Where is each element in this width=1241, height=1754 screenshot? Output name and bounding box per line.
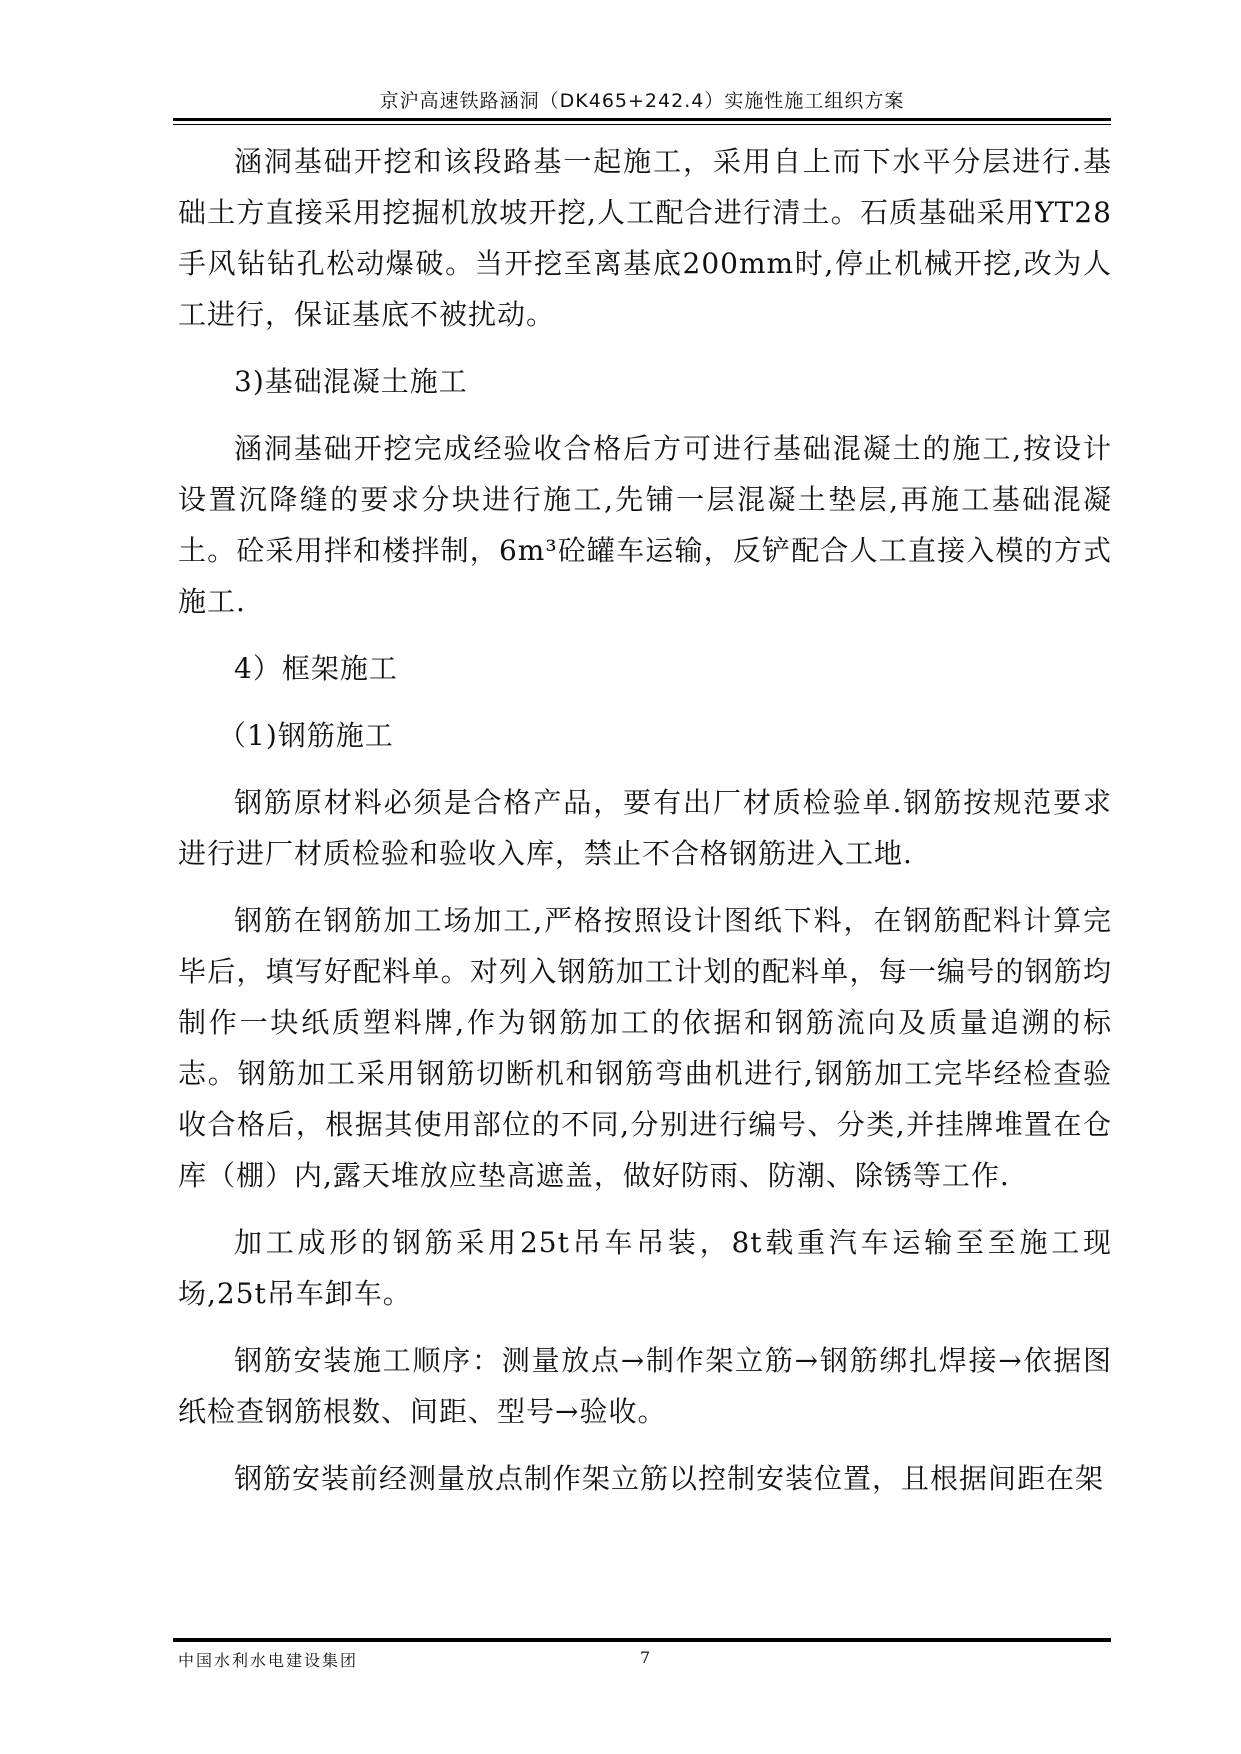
paragraph-foundation-concrete: 涵洞基础开挖完成经验收合格后方可进行基础混凝土的施工,按设计设置沉降缝的要求分块进行施工,先铺一层混凝土垫层,再施工基础混凝土。砼采用拌和楼拌制，6m³砼罐车运输，反铲配合人工直接入模的方式施工. — [178, 432, 1112, 618]
paragraph-rebar-sequence: 钢筋安装施工顺序：测量放点→制作架立筋→钢筋绑扎焊接→依据图纸检查钢筋根数、间距、型号→验收。 — [178, 1344, 1112, 1428]
heading-rebar-construction: （1)钢筋施工 — [218, 719, 394, 752]
paragraph-rebar-transport: 加工成形的钢筋采用25t吊车吊装，8t载重汽车运输至至施工现场,25t吊车卸车。 — [178, 1226, 1112, 1310]
paragraph-rebar-installation: 钢筋安装前经测量放点制作架立筋以控制安装位置，且根据间距在架 — [234, 1462, 1105, 1495]
page-number: 7 — [640, 1648, 651, 1667]
heading-foundation-concrete: 3)基础混凝土施工 — [234, 365, 468, 398]
paragraph-rebar-processing: 钢筋在钢筋加工场加工,严格按照设计图纸下料，在钢筋配料计算完毕后，填写好配料单。对列入钢筋加工计划的配料单，每一编号的钢筋均制作一块纸质塑料牌,作为钢筋加工的依据和钢筋流向及质量追溯的标志。钢筋加工采用钢筋切断机和钢筋弯曲机进行,钢筋加工完毕经检查验收合格后，根据其使用部位的不同,分别进行编号、分类,并挂牌堆置在仓库（棚）内,露天堆放应垫高遮盖，做好防雨、防潮、除锈等工作. — [178, 904, 1112, 1192]
header-rule — [173, 118, 1111, 121]
paragraph-rebar-materials: 钢筋原材料必须是合格产品，要有出厂材质检验单.钢筋按规范要求进行进厂材质检验和验收入库，禁止不合格钢筋进入工地. — [178, 786, 1112, 870]
heading-frame-construction: 4）框架施工 — [234, 652, 398, 685]
document-body — [178, 136, 1112, 1504]
page-header-title: 京沪高速铁路涵洞（DK465+242.4）实施性施工组织方案 — [379, 90, 905, 112]
footer-organization: 中国水利水电建设集团 — [178, 1651, 359, 1670]
footer-rule — [173, 1638, 1111, 1642]
paragraph-foundation-excavation: 涵洞基础开挖和该段路基一起施工，采用自上而下水平分层进行.基础土方直接采用挖掘机放坡开挖,人工配合进行清土。石质基础采用YT28手风钻钻孔松动爆破。当开挖至离基底200mm时,停止机械开挖,改为人工进行，保证基底不被扰动。 — [178, 145, 1112, 331]
